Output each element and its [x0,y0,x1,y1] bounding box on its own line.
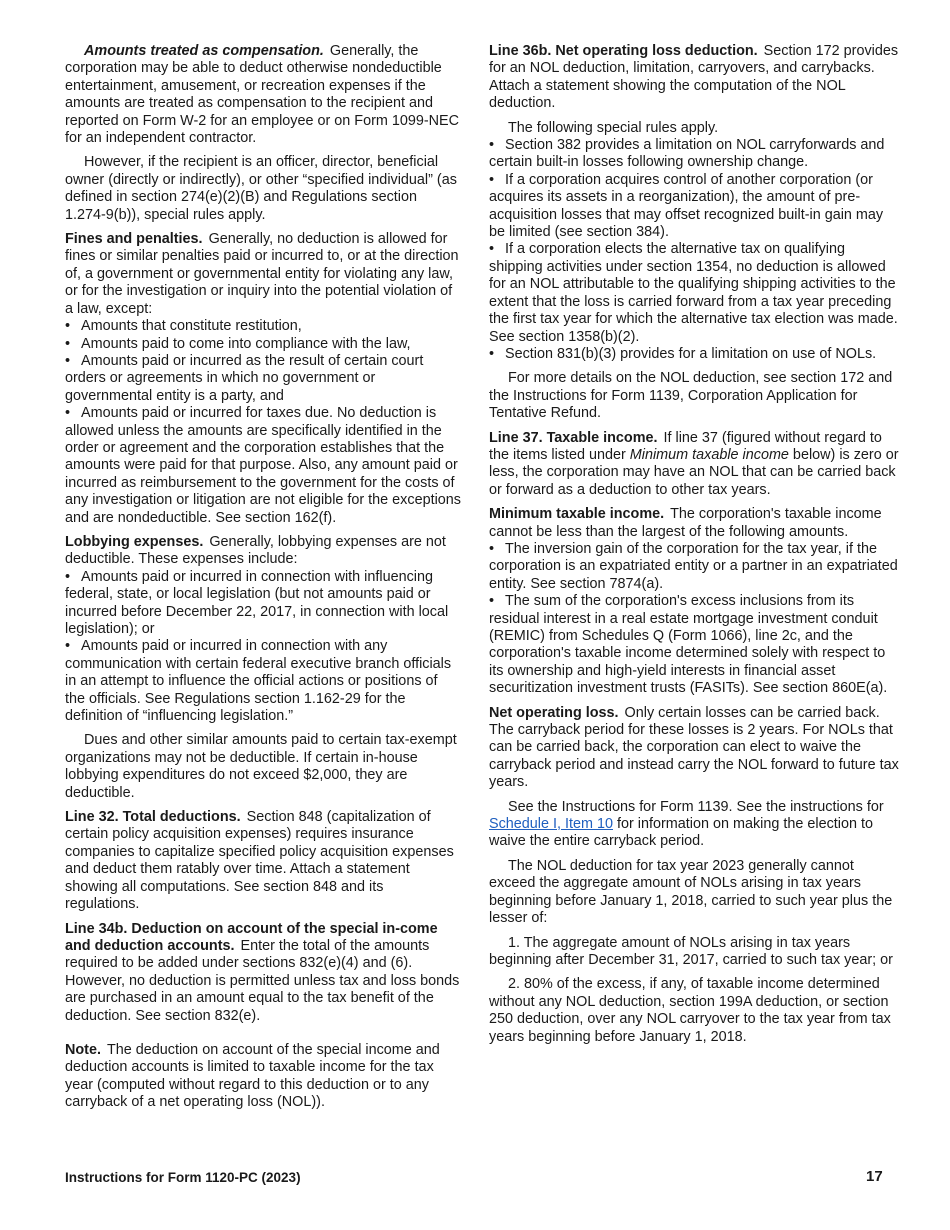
paragraph-text: Section 831(b)(3) provides for a limitation on use of NOLs. [505,345,877,362]
paragraph-text: 2. 80% of the excess, if any, of taxable income determined without any NOL deduction, section 199A deduction, or section 250 deduction, over any NOL carryover to the tax year from tax years beginning before January 1, 2018. [489,976,891,1045]
paragraph [489,506,899,541]
paragraph [65,534,461,569]
paragraph [489,43,899,113]
paragraph [489,120,899,137]
paragraph-text: If a corporation acquires control of another corporation (or acquires its assets in a reorganization), the amount of pre-acquisition losses that may offset recognized built-in gain may be limited (see section 384). [489,171,884,241]
paragraph [65,732,461,802]
left-column [65,43,461,1112]
paragraph-text: The sum of the corporation's excess inclusions from its residual interest in a real estate mortgage investment conduit (REMIC) from Schedules Q (Form 1066), line 2c, and the corporation's taxable income determined solely with respect to its ownership and high-yield interests in financial asset securitization investment trusts (FASITs). See section 860E(a). [489,593,888,697]
paragraph [65,43,461,147]
paragraph [489,935,899,970]
bullet-icon: • [489,171,495,188]
paragraph [489,705,899,792]
paragraph-text: Enter the total of the amounts required to be added under sections 832(e)(4) and (6). However, no deduction is permitted unless tax and loss bonds are purchased in an amount equal to the tax benefit of the deduction. See section 832(e). [65,937,460,1024]
italic-reference: Minimum taxable income [629,446,789,463]
bullet-item [489,241,899,345]
paragraph-text: If line 37 (figured without regard to the items listed under [489,429,882,463]
bullet-item [65,336,461,353]
paragraph-heading: Note. [65,1041,101,1058]
paragraph-text: Amounts paid or incurred in connection with influencing federal, state, or local legislation (but not amounts paid or incurred before December 22, 2017, in connection with local legislation); or [65,568,449,637]
paragraph-text: The corporation's taxable income cannot be less than the largest of the following amounts. [489,506,882,540]
bullet-item [489,346,899,363]
paragraph-text: The NOL deduction for tax year 2023 generally cannot exceed the aggregate amount of NOLs arising in tax years beginning before January 1, 2018, carried to such year plus the lesser of: [489,857,893,927]
paragraph-text: However, if the recipient is an officer, director, beneficial owner (directly or indirectly), or other “specified individual” (as defined in section 274(e)(2)(B) and Regulations section 1.274-9(b)), special rules apply. [65,154,457,223]
paragraph-heading: Amounts treated as compensation. [84,43,324,59]
paragraph [489,430,899,500]
paragraph-text: for information on making the election to waive the entire carryback period. [489,816,873,850]
paragraph-heading: Line 36b. Net operating loss deduction. [489,43,758,59]
paragraph-text: The deduction on account of the special income and deduction accounts is limited to taxable income for the tax year (computed without regard to this deduction or to any carryback of a net operating loss (NOL)). [65,1041,440,1111]
paragraph-text: below) is zero or less, the corporation may have an NOL that can be carried back or forward as a deduction to other tax years. [489,446,899,498]
paragraph-text: The following special rules apply. [508,119,719,136]
paragraph [65,809,461,913]
paragraph-heading: Lobbying expenses. [65,533,204,550]
paragraph-text: Generally, the corporation may be able to deduct otherwise nondeductible entertainment, amusement, or recreation expenses if the amounts are treated as compensation to the recipient and reported on Form W-2 for an employee or on Form 1099-NEC for an independent contractor. [65,43,460,147]
bullet-icon: • [489,593,495,610]
bullet-icon: • [65,352,71,369]
paragraph [65,154,461,224]
paragraph-text: Section 382 provides a limitation on NOL carryforwards and certain built-in losses following ownership change. [489,137,885,171]
paragraph-text: Section 848 (capitalization of certain policy acquisition expenses) requires insurance companies to capitalize specified policy acquisition expenses and deduct them ratably over time. Attach a statement showing all computations. See section 848 and its regulations. [65,809,454,913]
paragraph-text: Section 172 provides for an NOL deduction, limitation, carryovers, and carrybacks. Attach a statement showing the computation of the NOL deduction. [489,43,899,112]
bullet-icon: • [65,405,71,422]
paragraph-text: For more details on the NOL deduction, see section 172 and the Instructions for Form 1139, Corporation Application for Tentative Refund. [489,370,893,422]
bullet-icon: • [489,345,495,362]
bullet-icon: • [65,638,71,655]
paragraph-heading: Line 32. Total deductions. [65,809,241,826]
paragraph-heading: Minimum taxable income. [489,506,665,523]
paragraph-text: Amounts paid or incurred as the result of certain court orders or agreements in which no government or governmental entity is a party, and [65,352,424,404]
bullet-item [489,137,899,172]
paragraph-heading: Fines and penalties. [65,231,203,248]
paragraph [489,858,899,928]
bullet-item [489,541,899,593]
paragraph-heading: Line 34b. Deduction on account of the special in-come and deduction accounts. [65,920,438,954]
paragraph-text: Amounts paid or incurred in connection with any communication with certain federal executive branch officials in an attempt to influence the official actions or positions of the officials. See Regulations section 1.162-29 for the definition of “influencing legislation.” [65,638,452,725]
paragraph-text: Amounts paid or incurred for taxes due. No deduction is allowed unless the amounts are specifically identified in the order or agreement and the corporation establishes that the amounts were paid for that purpose. Also, any amount paid or incurred as reimbursement to the government for the costs of any investigation or litigation are not eligible for the exceptions and are nondeductible. See section 162(f). [65,405,461,526]
bullet-icon: • [65,568,71,585]
paragraph-text: Generally, lobbying expenses are not deductible. These expenses include: [65,533,446,568]
paragraph-text: If a corporation elects the alternative tax on qualifying shipping activities under section 1354, no deduction is allowed for an NOL attributable to the qualifying shipping activities to the extent that the loss is carried forward from a tax year preceding the first tax year for which the alternative tax election was made. See section 1358(b)(2). [489,241,898,345]
bullet-item [65,405,461,527]
paragraph-text: Only certain losses can be carried back. The carryback period for these losses is 2 years. For NOLs that can be carried back, the corporation can elect to waive the carryback period and instead carry the NOL forward to future tax years. [489,704,899,791]
page-number: 17 [866,1168,883,1185]
schedule-link[interactable]: Schedule I, Item 10 [489,816,613,833]
bullet-icon: • [489,540,495,557]
paragraph-heading: Line 37. Taxable income. [489,429,658,446]
bullet-item [65,353,461,405]
paragraph-text: Amounts paid to come into compliance with the law, [81,335,411,352]
bullet-item [65,638,461,725]
bullet-item [65,318,461,335]
paragraph [65,231,461,318]
paragraph-text: The inversion gain of the corporation for the tax year, if the corporation is an expatriated entity or a partner in an expatriated entity. See section 7874(a). [489,540,898,592]
paragraph [65,1042,461,1112]
paragraph [489,370,899,422]
bullet-icon: • [65,318,71,335]
bullet-icon: • [65,335,71,352]
paragraph [489,976,899,1046]
paragraph-heading: Net operating loss. [489,704,619,721]
paragraph-text: 1. The aggregate amount of NOLs arising in tax years beginning after December 31, 2017, carried to such tax year; or [489,934,893,968]
paragraph [65,921,461,1025]
paragraph-text: Dues and other similar amounts paid to certain tax-exempt organizations may not be deductible. If certain in-house lobbying expenditures do not exceed $2,000, they are deductible. [65,732,457,801]
bullet-icon: • [489,137,495,154]
paragraph-text: Generally, no deduction is allowed for fines or similar penalties paid or incurred to, or at the direction of, a government or governmental entity for violating any law, or for the investigation or inquiry into the potential violation of a law, except: [65,231,459,317]
paragraph-text: See the Instructions for Form 1139. See the instructions for [508,798,884,815]
paragraph [489,799,899,851]
bullet-icon: • [489,241,495,258]
bullet-item [65,569,461,639]
footer-form-title: Instructions for Form 1120-PC (2023) [65,1170,301,1185]
paragraph-text: Amounts that constitute restitution, [81,318,302,335]
bullet-item [489,172,899,242]
bullet-item [489,593,899,697]
right-column [489,43,899,1046]
